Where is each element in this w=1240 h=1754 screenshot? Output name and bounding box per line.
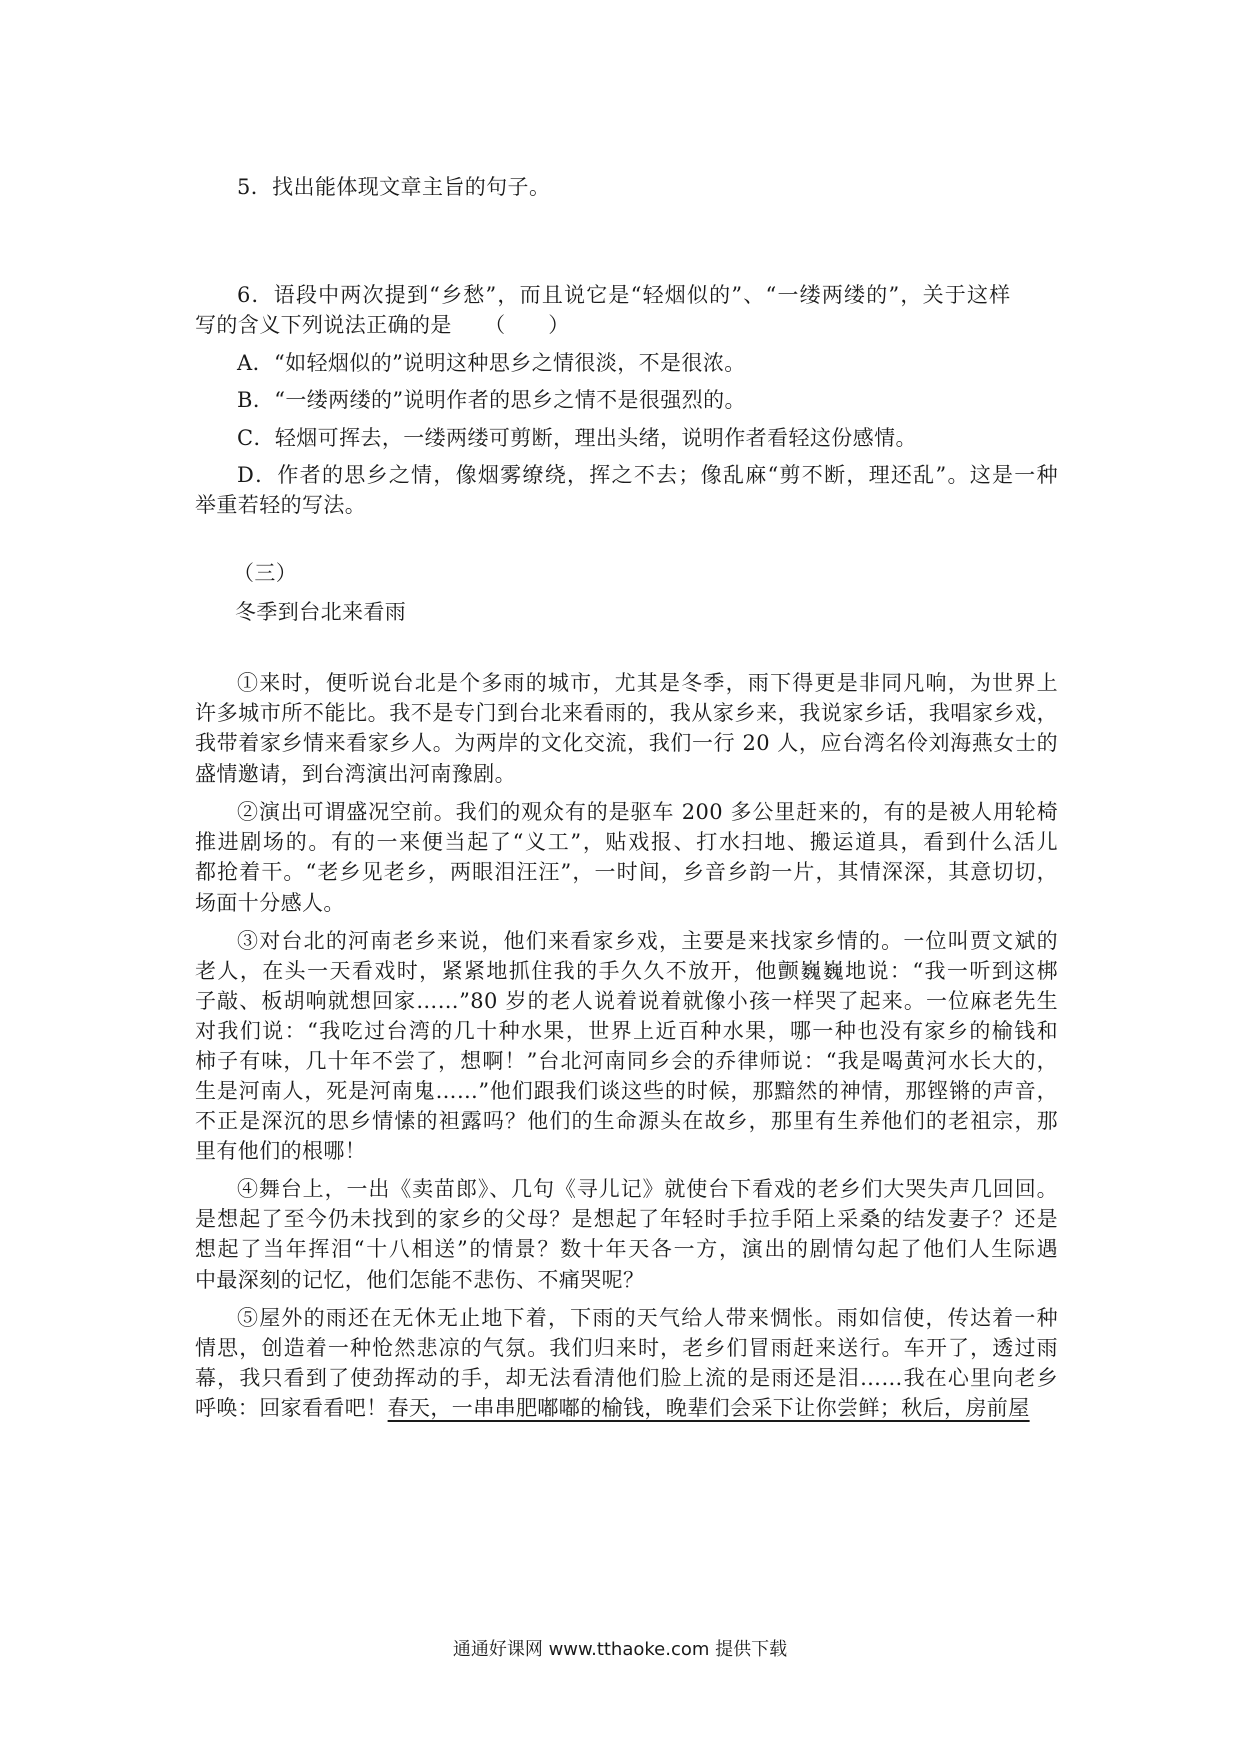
question-6-option-a: A．“如轻烟似的”说明这种思乡之情很淡，不是很浓。 (237, 351, 746, 375)
question-6-option-d-line-2: 举重若轻的写法。 (195, 493, 367, 517)
paragraph-3-line-1: ③对台北的河南老乡来说，他们来看家乡戏，主要是来找家乡情的。一位叫贾文斌的 (237, 929, 1058, 953)
question-6-option-c: C．轻烟可挥去，一缕两缕可剪断，理出头绪，说明作者看轻这份感情。 (237, 426, 917, 450)
paragraph-5-line-1: ⑤屋外的雨还在无休无止地下着，下雨的天气给人带来惆怅。雨如信使，传达着一种 (237, 1306, 1058, 1330)
paragraph-4-line-1: ④舞台上，一出《卖苗郎》、几句《寻儿记》就使台下看戏的老乡们大哭失声几回回。 (237, 1177, 1058, 1201)
paragraph-5-line-4 (195, 1394, 1030, 1422)
article-title: 冬季到台北来看雨 (235, 600, 407, 624)
page-footer: 通通好课网 www.tthaoke.com 提供下载 (452, 1639, 788, 1660)
paragraph-3-line-6: 生是河南人，死是河南鬼……”他们跟我们谈这些的时候，那黯然的神情，那铿锵的声音， (195, 1079, 1058, 1103)
paragraph-2-line-2: 推进剧场的。有的一来便当起了“义工”，贴戏报、打水扫地、搬运道具，看到什么活儿 (195, 830, 1058, 854)
paragraph-3-line-5: 柿子有味，几十年不尝了，想啊！”台北河南同乡会的乔律师说：“我是喝黄河水长大的， (195, 1049, 1058, 1073)
paragraph-3-line-3: 子敲、板胡响就想回家……”80 岁的老人说着说着就像小孩一样哭了起来。一位麻老先生 (195, 989, 1058, 1013)
paragraph-3-line-7: 不正是深沉的思乡情愫的袒露吗？他们的生命源头在故乡，那里有生养他们的老祖宗，那 (195, 1109, 1058, 1133)
paragraph-2-line-1: ②演出可谓盛况空前。我们的观众有的是驱车 200 多公里赶来的，有的是被人用轮椅 (237, 800, 1058, 824)
paragraph-5-line-3: 幕，我只看到了使劲挥动的手，却无法看清他们脸上流的是雨还是泪……我在心里向老乡 (195, 1366, 1058, 1390)
paragraph-1-line-1: ①来时，便听说台北是个多雨的城市，尤其是冬季，雨下得更是非同凡响，为世界上 (237, 671, 1058, 695)
paragraph-2-line-4: 场面十分感人。 (195, 891, 345, 915)
paragraph-2-line-3: 都抢着干。“老乡见老乡，两眼泪汪汪”，一时间，乡音乡韵一片，其情深深，其意切切， (195, 860, 1058, 884)
question-5: 5．找出能体现文章主旨的句子。 (237, 175, 551, 199)
question-6-stem-line-1: 6．语段中两次提到“乡愁”，而且说它是“轻烟似的”、“一缕两缕的”，关于这样 (237, 283, 1012, 307)
underlined-sentence: 春天，一串串肥嘟嘟的榆钱，晚辈们会采下让你尝鲜；秋后，房前屋 (387, 1396, 1030, 1420)
paragraph-3-line-4: 对我们说：“我吃过台湾的几十种水果，世界上近百种水果，哪一种也没有家乡的榆钱和 (195, 1019, 1058, 1043)
section-label: （三） (233, 561, 298, 585)
paragraph-5-line-4-plain: 呼唤：回家看看吧！ (195, 1396, 388, 1420)
paragraph-3-line-2: 老人，在头一天看戏时，紧紧地抓住我的手久久不放开，他颤巍巍地说：“我一听到这梆 (195, 959, 1058, 983)
paragraph-1-line-4: 盛情邀请，到台湾演出河南豫剧。 (195, 762, 516, 786)
paragraph-1-line-2: 许多城市所不能比。我不是专门到台北来看雨的，我从家乡来，我说家乡话，我唱家乡戏， (195, 701, 1058, 725)
paragraph-3-line-8: 里有他们的根哪！ (195, 1139, 367, 1163)
paragraph-4-line-2: 是想起了至今仍未找到的家乡的父母？是想起了年轻时手拉手陌上采桑的结发妻子？还是 (195, 1207, 1058, 1231)
paragraph-5-line-2: 情思，创造着一种怆然悲凉的气氛。我们归来时，老乡们冒雨赶来送行。车开了，透过雨 (195, 1336, 1058, 1360)
question-6-option-b: B．“一缕两缕的”说明作者的思乡之情不是很强烈的。 (237, 388, 746, 412)
paragraph-4-line-3: 想起了当年挥泪“十八相送”的情景？数十年天各一方，演出的剧情勾起了他们人生际遇 (195, 1237, 1058, 1261)
question-6-option-d-line-1: D．作者的思乡之情，像烟雾缭绕，挥之不去；像乱麻“剪不断，理还乱”。这是一种 (237, 463, 1058, 487)
question-6-stem-line-2: 写的含义下列说法正确的是 （ ） (195, 313, 570, 337)
paragraph-1-line-3: 我带着家乡情来看家乡人。为两岸的文化交流，我们一行 20 人，应台湾名伶刘海燕女士的 (195, 731, 1058, 755)
paragraph-4-line-4: 中最深刻的记忆，他们怎能不悲伤、不痛哭呢？ (195, 1268, 645, 1292)
